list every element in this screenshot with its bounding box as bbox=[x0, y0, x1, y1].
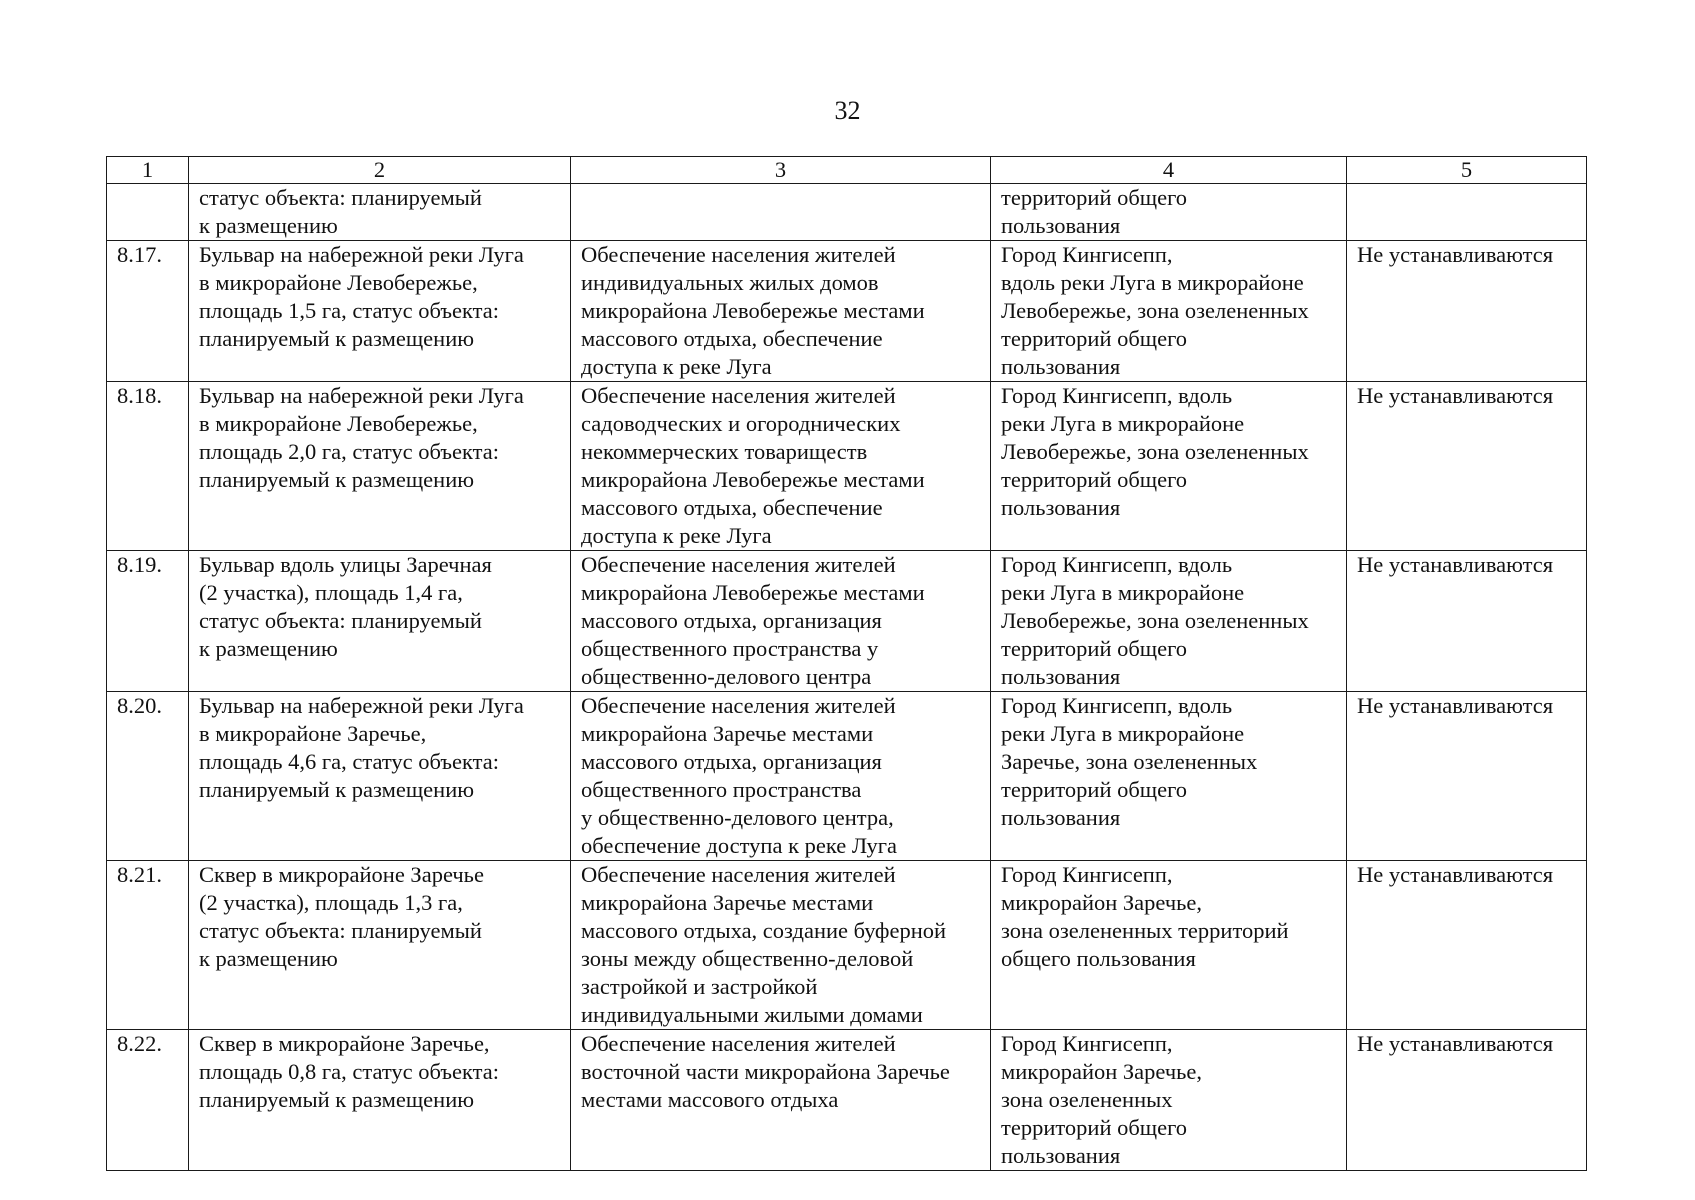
location-cell bbox=[991, 551, 1347, 692]
cell-text-line: доступа к реке Луга bbox=[581, 354, 772, 379]
column-header-2: 2 bbox=[189, 157, 571, 184]
cell-text-line: микрорайон Заречье, bbox=[1001, 890, 1203, 915]
cell-text-line: Левобережье, зона озелененных bbox=[1001, 298, 1309, 323]
purpose-cell bbox=[571, 241, 991, 382]
cell-text-line: площадь 4,6 га, статус объекта: bbox=[199, 749, 500, 774]
cell-text-line: Левобережье, зона озелененных bbox=[1001, 608, 1309, 633]
location-cell bbox=[991, 184, 1347, 241]
cell-text-line: микрорайона Заречье местами bbox=[581, 890, 874, 915]
cell-text-line: Город Кингисепп, bbox=[1001, 242, 1173, 267]
cell-text-line: реки Луга в микрорайоне bbox=[1001, 580, 1245, 605]
purpose-cell bbox=[571, 861, 991, 1030]
cell-text-line: Обеспечение населения жителей bbox=[581, 1031, 896, 1056]
row-number-cell: 8.18. bbox=[107, 382, 189, 551]
cell-text-line: садоводческих и огороднических bbox=[581, 411, 901, 436]
row-number-cell: 8.21. bbox=[107, 861, 189, 1030]
location-cell bbox=[991, 1030, 1347, 1171]
cell-text-line: планируемый к размещению bbox=[199, 326, 475, 351]
zones-cell: Не устанавливаются bbox=[1347, 692, 1587, 861]
zones-cell: Не устанавливаются bbox=[1347, 1030, 1587, 1171]
object-description-cell bbox=[189, 184, 571, 241]
cell-text-line: территорий общего bbox=[1001, 326, 1188, 351]
cell-text-line: реки Луга в микрорайоне bbox=[1001, 411, 1245, 436]
object-description-cell bbox=[189, 551, 571, 692]
cell-text-line: микрорайона Левобережье местами bbox=[581, 467, 925, 492]
cell-text-line: зоны между общественно-деловой bbox=[581, 946, 914, 971]
cell-text-line: территорий общего bbox=[1001, 636, 1188, 661]
cell-text-line: застройкой и застройкой bbox=[581, 974, 818, 999]
cell-text-line: планируемый к размещению bbox=[199, 777, 475, 802]
column-number-row bbox=[107, 157, 1587, 184]
cell-text-line: Бульвар на набережной реки Луга bbox=[199, 383, 524, 408]
purpose-cell bbox=[571, 551, 991, 692]
object-description-cell bbox=[189, 241, 571, 382]
cell-text-line: Обеспечение населения жителей bbox=[581, 862, 896, 887]
table-row bbox=[107, 551, 1587, 692]
object-description-cell bbox=[189, 382, 571, 551]
location-cell bbox=[991, 241, 1347, 382]
object-description-cell bbox=[189, 1030, 571, 1171]
table-row bbox=[107, 1030, 1587, 1171]
cell-text-line: площадь 2,0 га, статус объекта: bbox=[199, 439, 500, 464]
object-description-cell bbox=[189, 692, 571, 861]
zones-cell: Не устанавливаются bbox=[1347, 382, 1587, 551]
cell-text-line: Сквер в микрорайоне Заречье, bbox=[199, 1031, 490, 1056]
cell-text-line: доступа к реке Луга bbox=[581, 523, 772, 548]
cell-text-line: местами массового отдыха bbox=[581, 1087, 839, 1112]
cell-text-line: реки Луга в микрорайоне bbox=[1001, 721, 1245, 746]
cell-text-line: общественно-делового центра bbox=[581, 664, 872, 689]
cell-text-line: Город Кингисепп, вдоль bbox=[1001, 693, 1233, 718]
zones-cell bbox=[1347, 184, 1587, 241]
purpose-cell bbox=[571, 1030, 991, 1171]
cell-text-line: общественного пространства у bbox=[581, 636, 879, 661]
purpose-cell bbox=[571, 382, 991, 551]
cell-text-line: массового отдыха, создание буферной bbox=[581, 918, 947, 943]
column-header-3: 3 bbox=[571, 157, 991, 184]
cell-text-line: микрорайона Левобережье местами bbox=[581, 580, 925, 605]
cell-text-line: массового отдыха, обеспечение bbox=[581, 326, 883, 351]
cell-text-line: территорий общего bbox=[1001, 185, 1188, 210]
column-header-1: 1 bbox=[107, 157, 189, 184]
location-cell bbox=[991, 861, 1347, 1030]
cell-text-line: в микрорайоне Левобережье, bbox=[199, 411, 478, 436]
cell-text-line: (2 участка), площадь 1,4 га, bbox=[199, 580, 463, 605]
cell-text-line: Город Кингисепп, bbox=[1001, 1031, 1173, 1056]
cell-text-line: территорий общего bbox=[1001, 777, 1188, 802]
cell-text-line: Бульвар на набережной реки Луга bbox=[199, 693, 524, 718]
zones-cell: Не устанавливаются bbox=[1347, 551, 1587, 692]
table-row bbox=[107, 692, 1587, 861]
cell-text-line: пользования bbox=[1001, 495, 1121, 520]
cell-text-line: Сквер в микрорайоне Заречье bbox=[199, 862, 484, 887]
cell-text-line: территорий общего bbox=[1001, 467, 1188, 492]
cell-text-line: индивидуальными жилыми домами bbox=[581, 1002, 923, 1027]
cell-text-line: (2 участка), площадь 1,3 га, bbox=[199, 890, 463, 915]
cell-text-line: пользования bbox=[1001, 664, 1121, 689]
cell-text-line: микрорайона Заречье местами bbox=[581, 721, 874, 746]
cell-text-line: площадь 0,8 га, статус объекта: bbox=[199, 1059, 500, 1084]
cell-text-line: Левобережье, зона озелененных bbox=[1001, 439, 1309, 464]
cell-text-line: к размещению bbox=[199, 213, 338, 238]
row-number-cell: 8.17. bbox=[107, 241, 189, 382]
row-number-cell: 8.19. bbox=[107, 551, 189, 692]
cell-text-line: планируемый к размещению bbox=[199, 467, 475, 492]
location-cell bbox=[991, 692, 1347, 861]
cell-text-line: Заречье, зона озелененных bbox=[1001, 749, 1258, 774]
table-row bbox=[107, 861, 1587, 1030]
table-row bbox=[107, 184, 1587, 241]
cell-text-line: статус объекта: планируемый bbox=[199, 608, 482, 633]
cell-text-line: некоммерческих товариществ bbox=[581, 439, 868, 464]
cell-text-line: Бульвар вдоль улицы Заречная bbox=[199, 552, 492, 577]
cell-text-line: массового отдыха, организация bbox=[581, 749, 882, 774]
cell-text-line: планируемый к размещению bbox=[199, 1087, 475, 1112]
cell-text-line: пользования bbox=[1001, 1143, 1121, 1168]
cell-text-line: общественного пространства bbox=[581, 777, 862, 802]
cell-text-line: микрорайон Заречье, bbox=[1001, 1059, 1203, 1084]
cell-text-line: в микрорайоне Левобережье, bbox=[199, 270, 478, 295]
purpose-cell bbox=[571, 184, 991, 241]
page-number: 32 bbox=[834, 96, 861, 125]
cell-text-line: статус объекта: планируемый bbox=[199, 918, 482, 943]
cell-text-line: к размещению bbox=[199, 636, 338, 661]
cell-text-line: пользования bbox=[1001, 354, 1121, 379]
object-description-cell bbox=[189, 861, 571, 1030]
objects-table bbox=[106, 156, 1587, 1171]
cell-text-line: Город Кингисепп, вдоль bbox=[1001, 552, 1233, 577]
cell-text-line: Бульвар на набережной реки Луга bbox=[199, 242, 524, 267]
cell-text-line: вдоль реки Луга в микрорайоне bbox=[1001, 270, 1304, 295]
cell-text-line: статус объекта: планируемый bbox=[199, 185, 482, 210]
cell-text-line: Обеспечение населения жителей bbox=[581, 552, 896, 577]
cell-text-line: Город Кингисепп, вдоль bbox=[1001, 383, 1233, 408]
cell-text-line: зона озелененных территорий bbox=[1001, 918, 1289, 943]
cell-text-line: Обеспечение населения жителей bbox=[581, 242, 896, 267]
table-row bbox=[107, 382, 1587, 551]
cell-text-line: Обеспечение населения жителей bbox=[581, 383, 896, 408]
purpose-cell bbox=[571, 692, 991, 861]
zones-cell: Не устанавливаются bbox=[1347, 241, 1587, 382]
location-cell bbox=[991, 382, 1347, 551]
cell-text-line: в микрорайоне Заречье, bbox=[199, 721, 427, 746]
cell-text-line: обеспечение доступа к реке Луга bbox=[581, 833, 898, 858]
table-row bbox=[107, 241, 1587, 382]
column-header-4: 4 bbox=[991, 157, 1347, 184]
cell-text-line: микрорайона Левобережье местами bbox=[581, 298, 925, 323]
row-number-cell bbox=[107, 184, 189, 241]
cell-text-line: пользования bbox=[1001, 805, 1121, 830]
cell-text-line: пользования bbox=[1001, 213, 1121, 238]
cell-text-line: к размещению bbox=[199, 946, 338, 971]
cell-text-line: зона озелененных bbox=[1001, 1087, 1173, 1112]
cell-text-line: индивидуальных жилых домов bbox=[581, 270, 879, 295]
row-number-cell: 8.20. bbox=[107, 692, 189, 861]
cell-text-line: восточной части микрорайона Заречье bbox=[581, 1059, 950, 1084]
cell-text-line: у общественно-делового центра, bbox=[581, 805, 894, 830]
column-header-5: 5 bbox=[1347, 157, 1587, 184]
table-body bbox=[107, 184, 1587, 1171]
cell-text-line: массового отдыха, обеспечение bbox=[581, 495, 883, 520]
cell-text-line: площадь 1,5 га, статус объекта: bbox=[199, 298, 500, 323]
cell-text-line: Обеспечение населения жителей bbox=[581, 693, 896, 718]
zones-cell: Не устанавливаются bbox=[1347, 861, 1587, 1030]
cell-text-line: массового отдыха, организация bbox=[581, 608, 882, 633]
cell-text-line: территорий общего bbox=[1001, 1115, 1188, 1140]
cell-text-line: Город Кингисепп, bbox=[1001, 862, 1173, 887]
cell-text-line: общего пользования bbox=[1001, 946, 1196, 971]
row-number-cell: 8.22. bbox=[107, 1030, 189, 1171]
